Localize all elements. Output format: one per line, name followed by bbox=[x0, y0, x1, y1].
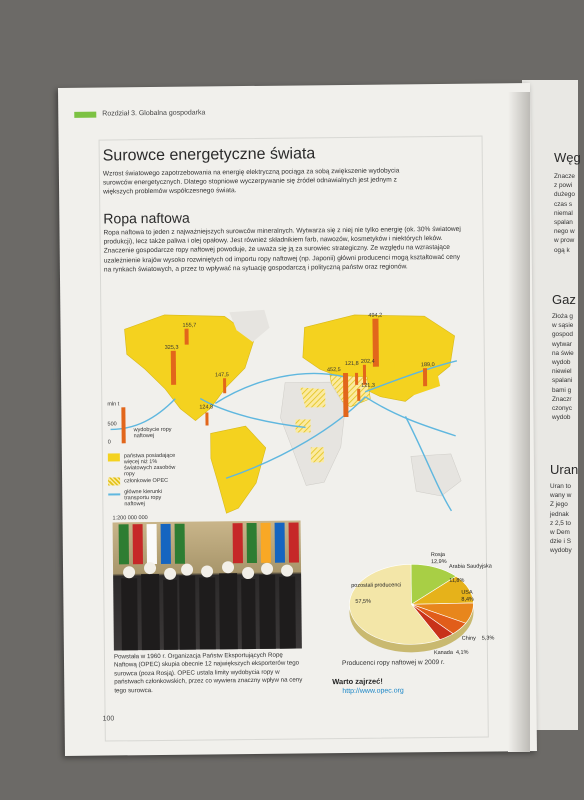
opec-link[interactable]: http://www.opec.org bbox=[342, 687, 404, 696]
legend-unit: mln t bbox=[107, 401, 120, 408]
section-body: Ropa naftowa to jeden z najważniejszych surowców mineralnych. Wytwarza się z niej nie tylko energię (ok. 30% światowej produkcji), lecz także paliwa i olej opałowy. Jest również składnikiem farb, nawozów, kosmetyków i niektórych leków. Znaczenie gospodarcze ropy naftowej powoduje, że uważa się ją za surowiec strategiczny. Ze względu na wzrastające uzależnienie krajów wysoko rozwiniętych od importu ropy naftowej (np. Japonii) główni producenci mogą kształtować ceny na rynkach światowych, a przez to wpływać na sytuację gospodarczą i polityczną państw oraz regionów. bbox=[103, 225, 461, 274]
legend-opec-swatch bbox=[108, 477, 120, 485]
map-label-uae: 121,3 bbox=[361, 382, 375, 389]
legend-bar-swatch bbox=[121, 407, 125, 443]
people bbox=[121, 573, 296, 651]
legend-0: 0 bbox=[107, 439, 111, 446]
map-label-iran-a: 121,8 bbox=[344, 360, 359, 368]
pie-value-usa: 8,4% bbox=[461, 596, 474, 603]
map-label-venezuela: 124,8 bbox=[199, 404, 214, 411]
right-text-coal: Znacze z powi dużego czas s niemal spalan nego w w prow ogą k bbox=[554, 173, 575, 254]
production-bar bbox=[171, 351, 176, 385]
legend-bar-label: wydobycie ropy naftowej bbox=[133, 426, 172, 440]
oil-producers-pie bbox=[331, 535, 502, 667]
right-text-gas: Złoża g w sąsie gospod wytwar na świe wydob niewiel spalani bami g Znaczr czonyc wydob bbox=[552, 313, 574, 422]
australia-land bbox=[411, 454, 461, 497]
flags bbox=[119, 523, 299, 565]
right-heading-gas: Gaz bbox=[552, 292, 576, 307]
chapter-title: Rozdział 3. Globalna gospodarka bbox=[102, 109, 206, 118]
map-label-mexico: 147,5 bbox=[214, 372, 229, 379]
legend-yellow-swatch bbox=[108, 453, 120, 461]
map-label-saudi-arabia: 452,5 bbox=[326, 367, 341, 374]
opec-photo-illustration bbox=[113, 520, 302, 650]
book-gutter bbox=[508, 92, 530, 752]
legend-opec-label: członkowie OPEC bbox=[124, 477, 169, 485]
map-label-china: 189,0 bbox=[420, 362, 435, 369]
pie-value-canada: 4,1% bbox=[455, 649, 469, 656]
page-title: Surowce energetyczne świata bbox=[102, 145, 316, 165]
pie-label-others: pozostali producenci bbox=[351, 582, 402, 589]
pie-value-russia: 12,9% bbox=[430, 558, 447, 566]
pie-value-others: 57,5% bbox=[355, 598, 372, 605]
north-america-land bbox=[124, 314, 255, 421]
production-bar bbox=[423, 368, 427, 386]
production-bar bbox=[355, 373, 358, 385]
pie-label-russia: Rosja bbox=[430, 551, 446, 559]
right-heading-uranium: Uran bbox=[550, 462, 579, 477]
production-bar bbox=[343, 373, 348, 417]
pie-caption: Producenci ropy naftowej w 2009 r. bbox=[342, 658, 445, 668]
angola-hatch bbox=[311, 447, 324, 462]
pie-label-saudi: Arabia Saudyjska bbox=[449, 563, 492, 570]
chapter-marker bbox=[74, 112, 96, 118]
map-label-iran-b: 202,4 bbox=[360, 358, 375, 365]
world-oil-map bbox=[104, 306, 466, 520]
pie-label-usa: USA bbox=[461, 589, 473, 596]
pie-value-saudi: 11,8% bbox=[449, 577, 465, 584]
legend-scale: 1:200 000 000 bbox=[112, 515, 148, 522]
legend-route-label: główne kierunki transportu ropy naftowej bbox=[124, 488, 163, 508]
opec-photo bbox=[113, 520, 302, 650]
worth-title: Warto zajrzeć! bbox=[332, 676, 383, 687]
legend-route-swatch bbox=[108, 493, 120, 495]
section-heading: Ropa naftowa bbox=[103, 209, 190, 227]
right-text-uranium: Uran to wany w Z jego jednak z 2,5 to w Dem dzie i S wydoby bbox=[550, 483, 572, 555]
pie-label-canada: Kanada bbox=[433, 649, 453, 657]
pie-value-china: 5,3% bbox=[481, 635, 495, 642]
right-heading-coal: Węg bbox=[554, 150, 581, 165]
production-bar bbox=[205, 412, 208, 425]
page-number: 100 bbox=[102, 715, 115, 723]
left-page bbox=[58, 83, 537, 756]
legend-500: 500 bbox=[107, 421, 117, 428]
intro-text: Wzrost światowego zapotrzebowania na energię elektryczną pociąga za sobą zwiększenie wydobycia surowców energetycznych. Dlatego stopniowe wyczerpywanie się źródeł odnawialnych jest jednym z większych problemów współczesnego świata. bbox=[102, 167, 400, 196]
photo-caption: Powstała w 1960 r. Organizacja Państw Eksportujących Ropę Naftową (OPEC) skupia obecnie 12 największych eksporterów tego surowca (poza Rosją). OPEC ustala limity wydobycia ropy w państwach członkowskich, przez co wywiera znaczny wpływ na ceny tego surowca. bbox=[113, 651, 303, 695]
production-bar bbox=[357, 389, 360, 401]
map-label-russia: 494,2 bbox=[368, 312, 383, 319]
legend-yellow-label: państwa posiadające więcej niż 1% światowych zasobów ropy bbox=[123, 452, 176, 478]
south-america-land bbox=[211, 426, 267, 514]
production-bar bbox=[223, 378, 226, 393]
pie-label-china: Chiny bbox=[461, 635, 476, 642]
map-label-canada: 155,7 bbox=[182, 322, 197, 329]
map-label-usa: 325,3 bbox=[164, 344, 179, 351]
production-bar bbox=[185, 329, 189, 345]
